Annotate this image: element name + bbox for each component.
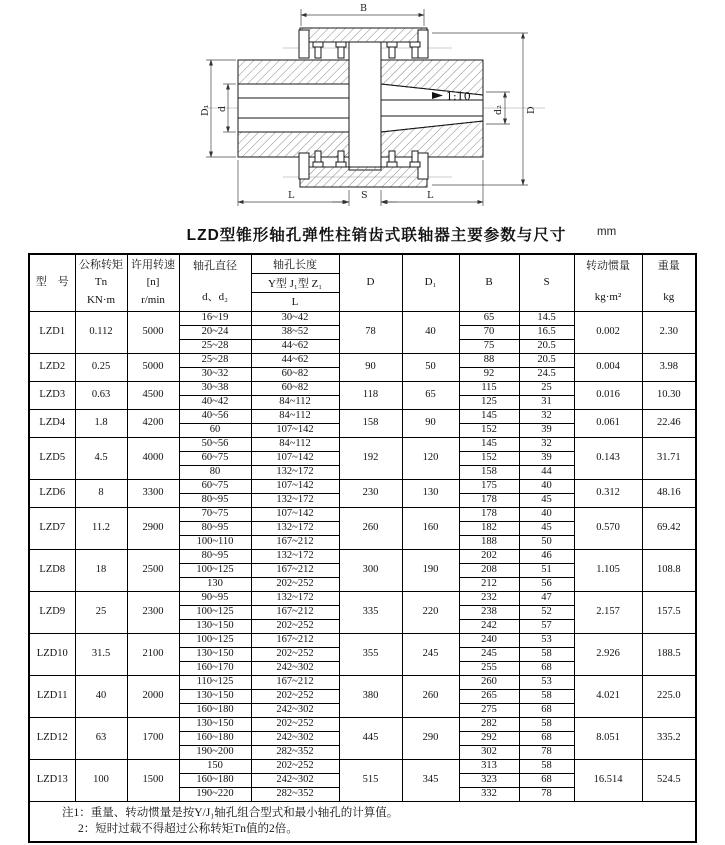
bore-diameter-cell: 90~95 <box>179 592 251 606</box>
bore-diameter-cell: 80~95 <box>179 494 251 508</box>
D-cell: 78 <box>339 312 402 354</box>
bore-diameter-cell: 100~125 <box>179 634 251 648</box>
S-cell: 57 <box>519 620 574 634</box>
bore-diameter-cell: 190~220 <box>179 788 251 802</box>
B-cell: 145 <box>459 438 519 452</box>
title-row <box>0 223 725 247</box>
inertia-cell: 0.002 <box>574 312 642 354</box>
B-cell: 240 <box>459 634 519 648</box>
B-cell: 282 <box>459 718 519 732</box>
left-hub <box>238 60 349 157</box>
speed-cell: 5000 <box>127 312 179 354</box>
spec-row <box>29 718 696 732</box>
col-header-bore-length: 轴孔长度 Y型 J₁型 Z₁ L <box>251 254 339 312</box>
bore-diameter-cell: 80~95 <box>179 550 251 564</box>
col-header-weight: 重量 kg <box>642 254 696 312</box>
D-cell: 260 <box>339 508 402 550</box>
col-header-inertia: 转动惯量 kg·m² <box>574 254 642 312</box>
spec-row <box>29 508 696 522</box>
bore-length-cell: 167~212 <box>251 676 339 690</box>
S-cell: 20.5 <box>519 354 574 368</box>
spec-row <box>29 760 696 774</box>
model-cell: LZD3 <box>29 382 75 410</box>
spec-row <box>29 354 696 368</box>
bore-length-cell: 107~142 <box>251 452 339 466</box>
S-cell: 24.5 <box>519 368 574 382</box>
B-cell: 70 <box>459 326 519 340</box>
B-cell: 65 <box>459 312 519 326</box>
inertia-cell: 16.514 <box>574 760 642 802</box>
col-header-B: B <box>459 254 519 312</box>
dim-label-d1-outer: D₁ <box>200 104 211 116</box>
S-cell: 31 <box>519 396 574 410</box>
S-cell: 32 <box>519 410 574 424</box>
inertia-cell: 4.021 <box>574 676 642 718</box>
speed-cell: 2300 <box>127 592 179 634</box>
B-cell: 152 <box>459 424 519 438</box>
spec-table <box>28 253 697 843</box>
bore-length-cell: 107~142 <box>251 424 339 438</box>
bore-length-cell: 132~172 <box>251 550 339 564</box>
model-cell: LZD4 <box>29 410 75 438</box>
bore-length-cell: 84~112 <box>251 438 339 452</box>
dim-label-l-left: L <box>288 190 295 201</box>
bore-length-cell: 38~52 <box>251 326 339 340</box>
B-cell: 88 <box>459 354 519 368</box>
dim-label-l-right: L <box>427 190 434 201</box>
B-cell: 188 <box>459 536 519 550</box>
inertia-cell: 0.004 <box>574 354 642 382</box>
bore-diameter-cell: 100~110 <box>179 536 251 550</box>
inertia-cell: 0.570 <box>574 508 642 550</box>
D-cell: 90 <box>339 354 402 382</box>
inertia-cell: 0.312 <box>574 480 642 508</box>
spec-row <box>29 438 696 452</box>
bore-length-cell: 282~352 <box>251 788 339 802</box>
bore-length-cell: 84~112 <box>251 410 339 424</box>
bore-length-cell: 84~112 <box>251 396 339 410</box>
B-cell: 178 <box>459 494 519 508</box>
bore-diameter-cell: 150 <box>179 760 251 774</box>
B-cell: 313 <box>459 760 519 774</box>
inertia-cell: 0.143 <box>574 438 642 480</box>
table-note-1: 注1：重量、转动惯量是按Y/J₁轴孔组合型式和最小轴孔的计算值。 <box>62 807 399 819</box>
S-cell: 44 <box>519 466 574 480</box>
model-cell: LZD12 <box>29 718 75 760</box>
dim-label-d2: d₂ <box>493 105 504 115</box>
weight-cell: 524.5 <box>642 760 696 802</box>
model-cell: LZD5 <box>29 438 75 480</box>
bore-length-cell: 132~172 <box>251 494 339 508</box>
B-cell: 255 <box>459 662 519 676</box>
D-cell: 300 <box>339 550 402 592</box>
S-cell: 40 <box>519 508 574 522</box>
bore-length-cell: 60~82 <box>251 368 339 382</box>
B-cell: 75 <box>459 340 519 354</box>
bore-length-cell: 167~212 <box>251 606 339 620</box>
bore-diameter-cell: 100~125 <box>179 564 251 578</box>
weight-cell: 225.0 <box>642 676 696 718</box>
bore-diameter-cell: 130~150 <box>179 648 251 662</box>
bore-diameter-cell: 130 <box>179 578 251 592</box>
bore-length-cell: 132~172 <box>251 522 339 536</box>
model-cell: LZD10 <box>29 634 75 676</box>
bore-diameter-cell: 60 <box>179 424 251 438</box>
bore-length-cell: 44~62 <box>251 340 339 354</box>
bore-length-cell: 202~252 <box>251 620 339 634</box>
D-cell: 192 <box>339 438 402 480</box>
bore-length-cell: 202~252 <box>251 578 339 592</box>
D-cell: 118 <box>339 382 402 410</box>
inertia-cell: 1.105 <box>574 550 642 592</box>
weight-cell: 10.30 <box>642 382 696 410</box>
col-header-model: 型 号 <box>29 254 75 312</box>
bore-diameter-cell: 30~32 <box>179 368 251 382</box>
torque-cell: 11.2 <box>75 508 127 550</box>
S-cell: 56 <box>519 578 574 592</box>
model-cell: LZD2 <box>29 354 75 382</box>
S-cell: 39 <box>519 452 574 466</box>
weight-cell: 108.8 <box>642 550 696 592</box>
bore-diameter-cell: 50~56 <box>179 438 251 452</box>
D1-cell: 65 <box>402 382 459 410</box>
spec-row <box>29 382 696 396</box>
torque-cell: 31.5 <box>75 634 127 676</box>
bore-length-cell: 282~352 <box>251 746 339 760</box>
col-header-D: D <box>339 254 402 312</box>
inertia-cell: 0.061 <box>574 410 642 438</box>
S-cell: 16.5 <box>519 326 574 340</box>
bore-length-cell: 107~142 <box>251 508 339 522</box>
weight-cell: 31.71 <box>642 438 696 480</box>
weight-cell: 22.46 <box>642 410 696 438</box>
right-hub <box>381 60 483 157</box>
taper-label: 1:10 <box>446 90 471 103</box>
D-cell: 380 <box>339 676 402 718</box>
bore-diameter-cell: 160~170 <box>179 662 251 676</box>
bore-length-cell: 242~302 <box>251 732 339 746</box>
bore-diameter-cell: 190~200 <box>179 746 251 760</box>
D1-cell: 245 <box>402 634 459 676</box>
D-cell: 230 <box>339 480 402 508</box>
bore-length-cell: 202~252 <box>251 718 339 732</box>
B-cell: 202 <box>459 550 519 564</box>
B-cell: 158 <box>459 466 519 480</box>
bore-diameter-cell: 160~180 <box>179 732 251 746</box>
col-header-bore-diameter: 轴孔直径 d、d₂ <box>179 254 251 312</box>
bore-diameter-cell: 80 <box>179 466 251 480</box>
weight-cell: 335.2 <box>642 718 696 760</box>
weight-cell: 2.30 <box>642 312 696 354</box>
bore-diameter-cell: 20~24 <box>179 326 251 340</box>
speed-cell: 5000 <box>127 354 179 382</box>
inertia-cell: 0.016 <box>574 382 642 410</box>
D-cell: 515 <box>339 760 402 802</box>
bore-length-cell: 167~212 <box>251 536 339 550</box>
S-cell: 68 <box>519 732 574 746</box>
header-row <box>29 254 696 312</box>
model-cell: LZD9 <box>29 592 75 634</box>
S-cell: 68 <box>519 774 574 788</box>
S-cell: 53 <box>519 634 574 648</box>
spec-row <box>29 480 696 494</box>
S-cell: 47 <box>519 592 574 606</box>
B-cell: 212 <box>459 578 519 592</box>
spec-row <box>29 592 696 606</box>
bore-diameter-cell: 80~95 <box>179 522 251 536</box>
B-cell: 323 <box>459 774 519 788</box>
S-cell: 39 <box>519 424 574 438</box>
spec-table-body <box>29 312 696 802</box>
torque-cell: 25 <box>75 592 127 634</box>
S-cell: 68 <box>519 662 574 676</box>
weight-cell: 3.98 <box>642 354 696 382</box>
dim-label-D: D <box>526 106 537 114</box>
bore-length-cell: 242~302 <box>251 704 339 718</box>
torque-cell: 4.5 <box>75 438 127 480</box>
table-notes <box>29 802 696 843</box>
bore-diameter-cell: 16~19 <box>179 312 251 326</box>
B-cell: 238 <box>459 606 519 620</box>
bore-length-cell: 167~212 <box>251 564 339 578</box>
bore-length-cell: 30~42 <box>251 312 339 326</box>
B-cell: 332 <box>459 788 519 802</box>
torque-cell: 1.8 <box>75 410 127 438</box>
bore-diameter-cell: 30~38 <box>179 382 251 396</box>
D-cell: 355 <box>339 634 402 676</box>
weight-cell: 48.16 <box>642 480 696 508</box>
D1-cell: 160 <box>402 508 459 550</box>
D-cell: 335 <box>339 592 402 634</box>
coupling-technical-drawing <box>0 0 725 218</box>
model-cell: LZD8 <box>29 550 75 592</box>
D-cell: 445 <box>339 718 402 760</box>
speed-cell: 3300 <box>127 480 179 508</box>
speed-cell: 2100 <box>127 634 179 676</box>
S-cell: 45 <box>519 522 574 536</box>
S-cell: 14.5 <box>519 312 574 326</box>
torque-cell: 0.25 <box>75 354 127 382</box>
bore-diameter-cell: 160~180 <box>179 704 251 718</box>
bore-diameter-cell: 110~125 <box>179 676 251 690</box>
model-cell: LZD1 <box>29 312 75 354</box>
bore-diameter-cell: 100~125 <box>179 606 251 620</box>
spec-row <box>29 676 696 690</box>
dim-label-d: d <box>217 105 228 112</box>
speed-cell: 2900 <box>127 508 179 550</box>
bore-diameter-cell: 60~75 <box>179 452 251 466</box>
unit-label: mm <box>597 226 617 238</box>
torque-cell: 40 <box>75 676 127 718</box>
spec-row <box>29 550 696 564</box>
bore-length-cell: 242~302 <box>251 774 339 788</box>
spec-row <box>29 312 696 326</box>
B-cell: 125 <box>459 396 519 410</box>
weight-cell: 188.5 <box>642 634 696 676</box>
spec-row <box>29 634 696 648</box>
dim-label-s: S <box>361 190 368 201</box>
torque-cell: 8 <box>75 480 127 508</box>
bore-diameter-cell: 60~75 <box>179 480 251 494</box>
model-cell: LZD7 <box>29 508 75 550</box>
bore-length-cell: 242~302 <box>251 662 339 676</box>
bore-diameter-cell: 40~42 <box>179 396 251 410</box>
S-cell: 45 <box>519 494 574 508</box>
B-cell: 245 <box>459 648 519 662</box>
B-cell: 292 <box>459 732 519 746</box>
D1-cell: 190 <box>402 550 459 592</box>
S-cell: 32 <box>519 438 574 452</box>
model-cell: LZD13 <box>29 760 75 802</box>
S-cell: 58 <box>519 648 574 662</box>
S-cell: 51 <box>519 564 574 578</box>
B-cell: 145 <box>459 410 519 424</box>
bore-length-cell: 202~252 <box>251 648 339 662</box>
B-cell: 260 <box>459 676 519 690</box>
bore-length-cell: 44~62 <box>251 354 339 368</box>
bore-diameter-cell: 25~28 <box>179 340 251 354</box>
inertia-cell: 2.926 <box>574 634 642 676</box>
D1-cell: 90 <box>402 410 459 438</box>
bore-diameter-cell: 130~150 <box>179 620 251 634</box>
bore-length-cell: 202~252 <box>251 760 339 774</box>
speed-cell: 4200 <box>127 410 179 438</box>
inertia-cell: 2.157 <box>574 592 642 634</box>
torque-cell: 100 <box>75 760 127 802</box>
center-sleeve <box>349 42 381 170</box>
col-header-S: S <box>519 254 574 312</box>
model-cell: LZD6 <box>29 480 75 508</box>
model-cell: LZD11 <box>29 676 75 718</box>
S-cell: 20.5 <box>519 340 574 354</box>
inertia-cell: 8.051 <box>574 718 642 760</box>
speed-cell: 1700 <box>127 718 179 760</box>
S-cell: 58 <box>519 690 574 704</box>
D1-cell: 120 <box>402 438 459 480</box>
S-cell: 78 <box>519 788 574 802</box>
bore-length-cell: 60~82 <box>251 382 339 396</box>
B-cell: 275 <box>459 704 519 718</box>
speed-cell: 4500 <box>127 382 179 410</box>
B-cell: 175 <box>459 480 519 494</box>
bore-diameter-cell: 160~180 <box>179 774 251 788</box>
bore-diameter-cell: 130~150 <box>179 690 251 704</box>
D1-cell: 260 <box>402 676 459 718</box>
bore-diameter-cell: 130~150 <box>179 718 251 732</box>
speed-cell: 2500 <box>127 550 179 592</box>
D-cell: 158 <box>339 410 402 438</box>
spec-row <box>29 410 696 424</box>
S-cell: 58 <box>519 718 574 732</box>
torque-cell: 0.63 <box>75 382 127 410</box>
bore-length-cell: 167~212 <box>251 634 339 648</box>
weight-cell: 157.5 <box>642 592 696 634</box>
S-cell: 40 <box>519 480 574 494</box>
D1-cell: 50 <box>402 354 459 382</box>
dim-label-b: B <box>360 3 367 14</box>
B-cell: 182 <box>459 522 519 536</box>
bore-diameter-cell: 40~56 <box>179 410 251 424</box>
B-cell: 115 <box>459 382 519 396</box>
B-cell: 242 <box>459 620 519 634</box>
S-cell: 68 <box>519 704 574 718</box>
table-note-2: 2：短时过载不得超过公称转矩Tn值的2倍。 <box>78 823 298 836</box>
B-cell: 265 <box>459 690 519 704</box>
torque-cell: 0.112 <box>75 312 127 354</box>
S-cell: 58 <box>519 760 574 774</box>
weight-cell: 69.42 <box>642 508 696 550</box>
S-cell: 46 <box>519 550 574 564</box>
bore-diameter-cell: 70~75 <box>179 508 251 522</box>
col-header-D1: D₁ <box>402 254 459 312</box>
S-cell: 52 <box>519 606 574 620</box>
page-title: LZD型锥形轴孔弹性柱销齿式联轴器主要参数与尺寸 <box>186 227 567 244</box>
S-cell: 53 <box>519 676 574 690</box>
torque-cell: 63 <box>75 718 127 760</box>
D1-cell: 345 <box>402 760 459 802</box>
B-cell: 232 <box>459 592 519 606</box>
B-cell: 152 <box>459 452 519 466</box>
bore-length-cell: 132~172 <box>251 592 339 606</box>
torque-cell: 18 <box>75 550 127 592</box>
D1-cell: 40 <box>402 312 459 354</box>
bore-length-cell: 107~142 <box>251 480 339 494</box>
B-cell: 178 <box>459 508 519 522</box>
D1-cell: 130 <box>402 480 459 508</box>
speed-cell: 2000 <box>127 676 179 718</box>
bore-length-cell: 202~252 <box>251 690 339 704</box>
B-cell: 92 <box>459 368 519 382</box>
speed-cell: 1500 <box>127 760 179 802</box>
S-cell: 25 <box>519 382 574 396</box>
B-cell: 208 <box>459 564 519 578</box>
col-header-speed: 许用转速 [n] r/min <box>127 254 179 312</box>
D1-cell: 220 <box>402 592 459 634</box>
B-cell: 302 <box>459 746 519 760</box>
notes-row <box>29 802 696 843</box>
S-cell: 50 <box>519 536 574 550</box>
bore-diameter-cell: 25~28 <box>179 354 251 368</box>
bore-length-cell: 132~172 <box>251 466 339 480</box>
speed-cell: 4000 <box>127 438 179 480</box>
D1-cell: 290 <box>402 718 459 760</box>
S-cell: 78 <box>519 746 574 760</box>
col-header-torque: 公称转矩 Tn KN·m <box>75 254 127 312</box>
